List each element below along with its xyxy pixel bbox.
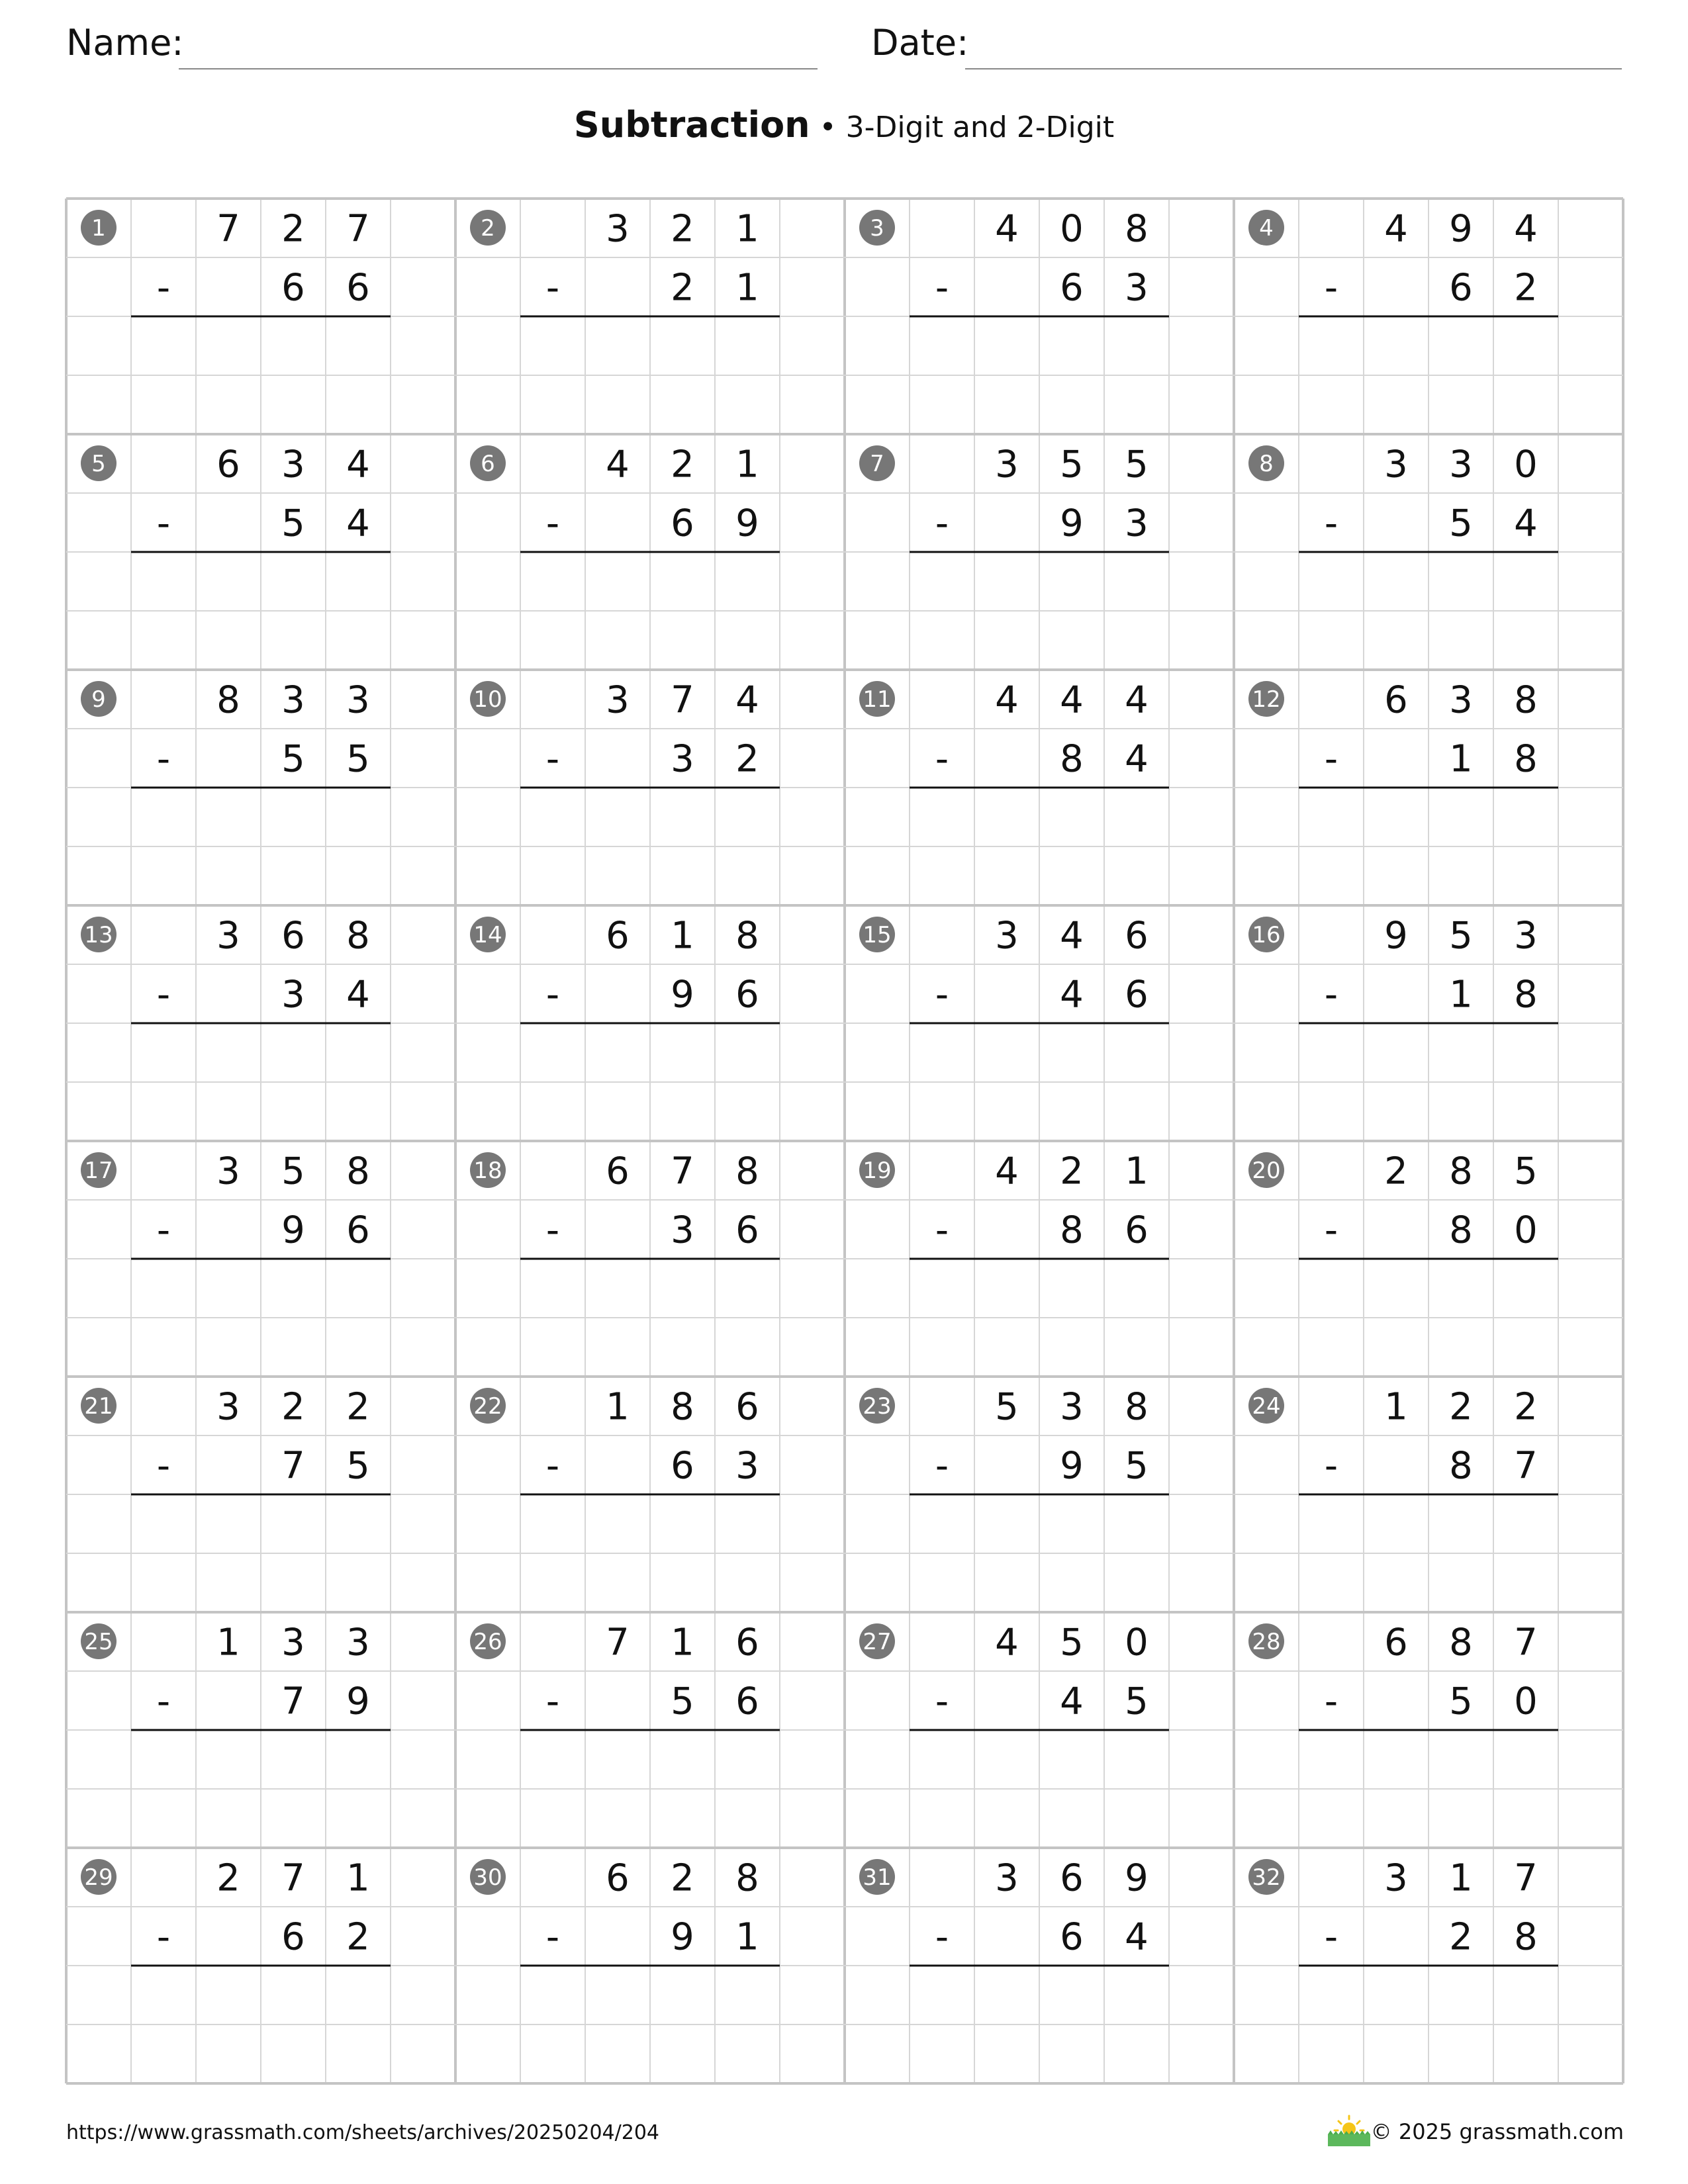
subtrahend-digit: 6	[1060, 266, 1084, 310]
minuend-digit: 6	[216, 443, 240, 486]
minuend-digit: 8	[1449, 1150, 1473, 1193]
problem-number: 21	[84, 1393, 113, 1420]
minuend-digit: 3	[1449, 443, 1473, 486]
minuend-digit: 6	[735, 1385, 759, 1429]
minuend-digit: 4	[995, 678, 1019, 722]
subtrahend-digit: 4	[1060, 973, 1084, 1017]
minuend-digit: 8	[346, 1150, 370, 1193]
minuend-digit: 1	[606, 1385, 630, 1429]
subtrahend-digit: 5	[671, 1680, 694, 1723]
subtrahend-digit: 4	[1125, 1915, 1149, 1959]
problem-number: 6	[481, 451, 495, 477]
minuend-digit: 6	[606, 914, 630, 958]
subtrahend-digit: 9	[1060, 502, 1084, 545]
minuend-digit: 9	[1449, 207, 1473, 251]
subtrahend-digit: 9	[671, 1915, 694, 1959]
problem-number: 5	[91, 451, 106, 477]
subtrahend-digit: 5	[346, 737, 370, 781]
minus-sign: -	[1324, 1915, 1338, 1959]
minuend-digit: 2	[1449, 1385, 1473, 1429]
minus-sign: -	[156, 1444, 171, 1488]
minus-sign: -	[1324, 973, 1338, 1017]
minuend-digit: 1	[735, 207, 759, 251]
subtrahend-digit: 5	[1125, 1444, 1149, 1488]
minuend-digit: 2	[671, 207, 694, 251]
problem-number: 26	[473, 1629, 502, 1655]
subtrahend-digit: 1	[735, 1915, 759, 1959]
subtrahend-digit: 4	[346, 973, 370, 1017]
minus-sign: -	[935, 737, 949, 781]
minuend-digit: 2	[1060, 1150, 1084, 1193]
problem-number: 25	[84, 1629, 113, 1655]
minuend-digit: 7	[216, 207, 240, 251]
minuend-digit: 3	[281, 443, 305, 486]
subtrahend-digit: 9	[281, 1208, 305, 1252]
minuend-digit: 4	[1060, 678, 1084, 722]
subtrahend-digit: 8	[1514, 1915, 1538, 1959]
minus-sign: -	[156, 973, 171, 1017]
subtrahend-digit: 4	[346, 502, 370, 545]
minuend-digit: 4	[1125, 678, 1149, 722]
subtrahend-digit: 6	[346, 1208, 370, 1252]
minus-sign: -	[935, 1680, 949, 1723]
minuend-digit: 7	[281, 1856, 305, 1900]
minuend-digit: 7	[1514, 1856, 1538, 1900]
subtrahend-digit: 6	[1125, 1208, 1149, 1252]
subtrahend-digit: 7	[281, 1444, 305, 1488]
subtrahend-digit: 6	[671, 1444, 694, 1488]
minuend-digit: 4	[735, 678, 759, 722]
subtrahend-digit: 3	[1125, 266, 1149, 310]
minuend-digit: 3	[995, 1856, 1019, 1900]
minuend-digit: 8	[1449, 1621, 1473, 1664]
minus-sign: -	[545, 502, 560, 545]
footer-copyright: © 2025 grassmath.com	[1370, 2119, 1624, 2144]
problem-number: 24	[1252, 1393, 1281, 1420]
minuend-digit: 5	[281, 1150, 305, 1193]
minus-sign: -	[1324, 1680, 1338, 1723]
subtrahend-digit: 8	[1060, 737, 1084, 781]
minuend-digit: 3	[216, 1150, 240, 1193]
minus-sign: -	[1324, 502, 1338, 545]
minuend-digit: 4	[346, 443, 370, 486]
minuend-digit: 5	[1125, 443, 1149, 486]
subtrahend-digit: 8	[1514, 737, 1538, 781]
subtrahend-digit: 4	[1125, 737, 1149, 781]
problem-number: 28	[1252, 1629, 1281, 1655]
problem-number: 23	[863, 1393, 892, 1420]
minuend-digit: 6	[281, 914, 305, 958]
minuend-digit: 8	[216, 678, 240, 722]
minus-sign: -	[156, 737, 171, 781]
subtrahend-digit: 5	[1449, 1680, 1473, 1723]
subtrahend-digit: 5	[281, 502, 305, 545]
title-bullet: •	[819, 111, 837, 144]
subtrahend-digit: 6	[1060, 1915, 1084, 1959]
subtrahend-digit: 5	[1125, 1680, 1149, 1723]
minuend-digit: 7	[671, 1150, 694, 1193]
minus-sign: -	[545, 1444, 560, 1488]
minuend-digit: 6	[606, 1150, 630, 1193]
name-label: Name:	[66, 22, 184, 64]
minus-sign: -	[935, 1444, 949, 1488]
subtrahend-digit: 9	[735, 502, 759, 545]
minuend-digit: 8	[1125, 1385, 1149, 1429]
minuend-digit: 6	[1060, 1856, 1084, 1900]
problem-number: 32	[1252, 1864, 1281, 1891]
subtrahend-digit: 9	[346, 1680, 370, 1723]
minus-sign: -	[1324, 1208, 1338, 1252]
problem-number: 8	[1259, 451, 1274, 477]
problem-number: 1	[91, 215, 106, 242]
problem-number: 31	[863, 1864, 892, 1891]
minuend-digit: 5	[1449, 914, 1473, 958]
minus-sign: -	[545, 973, 560, 1017]
subtrahend-digit: 5	[281, 737, 305, 781]
minuend-digit: 3	[281, 1621, 305, 1664]
subtrahend-digit: 1	[1449, 973, 1473, 1017]
subtrahend-digit: 3	[1125, 502, 1149, 545]
grass-sun-logo-icon	[1325, 2113, 1373, 2148]
minuend-digit: 0	[1514, 443, 1538, 486]
minuend-digit: 7	[671, 678, 694, 722]
minuend-digit: 4	[1514, 207, 1538, 251]
subtrahend-digit: 2	[346, 1915, 370, 1959]
subtrahend-digit: 8	[1449, 1444, 1473, 1488]
subtrahend-digit: 6	[1449, 266, 1473, 310]
minuend-digit: 2	[1384, 1150, 1408, 1193]
minuend-digit: 4	[1384, 207, 1408, 251]
minuend-digit: 2	[216, 1856, 240, 1900]
subtrahend-digit: 6	[346, 266, 370, 310]
minuend-digit: 6	[1125, 914, 1149, 958]
minuend-digit: 9	[1384, 914, 1408, 958]
subtrahend-digit: 3	[281, 973, 305, 1017]
minuend-digit: 1	[216, 1621, 240, 1664]
subtrahend-digit: 5	[1449, 502, 1473, 545]
problem-number: 14	[473, 922, 502, 948]
minus-sign: -	[935, 502, 949, 545]
problem-number: 27	[863, 1629, 892, 1655]
minus-sign: -	[156, 1915, 171, 1959]
minus-sign: -	[545, 1208, 560, 1252]
minus-sign: -	[935, 266, 949, 310]
minuend-digit: 8	[735, 914, 759, 958]
minuend-digit: 1	[346, 1856, 370, 1900]
minus-sign: -	[156, 1208, 171, 1252]
minuend-digit: 3	[1060, 1385, 1084, 1429]
minuend-digit: 4	[995, 1150, 1019, 1193]
subtrahend-digit: 8	[1449, 1208, 1473, 1252]
minuend-digit: 4	[995, 1621, 1019, 1664]
minuend-digit: 4	[1060, 914, 1084, 958]
subtrahend-digit: 2	[1514, 266, 1538, 310]
minuend-digit: 1	[735, 443, 759, 486]
subtrahend-digit: 8	[1514, 973, 1538, 1017]
minuend-digit: 3	[346, 1621, 370, 1664]
minuend-digit: 2	[671, 1856, 694, 1900]
minus-sign: -	[156, 1680, 171, 1723]
problem-number: 3	[870, 215, 884, 242]
subtrahend-digit: 0	[1514, 1680, 1538, 1723]
problem-number: 13	[84, 922, 113, 948]
subtrahend-digit: 6	[281, 1915, 305, 1959]
problem-number: 22	[473, 1393, 502, 1420]
minus-sign: -	[1324, 1444, 1338, 1488]
title-main: Subtraction	[573, 104, 810, 146]
subtrahend-digit: 4	[1514, 502, 1538, 545]
minuend-digit: 1	[1125, 1150, 1149, 1193]
minuend-digit: 3	[1384, 443, 1408, 486]
minuend-digit: 7	[346, 207, 370, 251]
minus-sign: -	[935, 973, 949, 1017]
minuend-digit: 3	[606, 207, 630, 251]
subtrahend-digit: 3	[671, 1208, 694, 1252]
minus-sign: -	[935, 1915, 949, 1959]
subtrahend-digit: 5	[346, 1444, 370, 1488]
minuend-digit: 8	[1514, 678, 1538, 722]
minuend-digit: 4	[995, 207, 1019, 251]
problem-number: 29	[84, 1864, 113, 1891]
subtrahend-digit: 6	[735, 1680, 759, 1723]
minuend-digit: 5	[995, 1385, 1019, 1429]
minuend-digit: 2	[281, 1385, 305, 1429]
minuend-digit: 0	[1125, 1621, 1149, 1664]
problem-number: 16	[1252, 922, 1281, 948]
subtrahend-digit: 1	[735, 266, 759, 310]
subtrahend-digit: 1	[1449, 737, 1473, 781]
minuend-digit: 2	[671, 443, 694, 486]
problem-number: 19	[863, 1158, 892, 1184]
minuend-digit: 7	[606, 1621, 630, 1664]
minuend-digit: 7	[1514, 1621, 1538, 1664]
problem-number: 30	[473, 1864, 502, 1891]
problem-number: 2	[481, 215, 495, 242]
minus-sign: -	[545, 266, 560, 310]
subtrahend-digit: 0	[1514, 1208, 1538, 1252]
minuend-digit: 1	[671, 1621, 694, 1664]
minuend-digit: 8	[346, 914, 370, 958]
footer-url: https://www.grassmath.com/sheets/archives/20250204/204	[66, 2121, 660, 2144]
minuend-digit: 6	[1384, 1621, 1408, 1664]
minuend-digit: 3	[216, 1385, 240, 1429]
problem-number: 15	[863, 922, 892, 948]
minuend-digit: 5	[1060, 443, 1084, 486]
minuend-digit: 6	[735, 1621, 759, 1664]
subtrahend-digit: 6	[671, 502, 694, 545]
problem-number: 17	[84, 1158, 113, 1184]
minuend-digit: 5	[1060, 1621, 1084, 1664]
minuend-digit: 3	[1384, 1856, 1408, 1900]
problem-number: 7	[870, 451, 884, 477]
subtrahend-digit: 4	[1060, 1680, 1084, 1723]
minuend-digit: 8	[671, 1385, 694, 1429]
subtrahend-digit: 7	[281, 1680, 305, 1723]
minuend-digit: 2	[1514, 1385, 1538, 1429]
minuend-digit: 4	[606, 443, 630, 486]
subtrahend-digit: 3	[735, 1444, 759, 1488]
minus-sign: -	[935, 1208, 949, 1252]
subtrahend-digit: 2	[1449, 1915, 1473, 1959]
minuend-digit: 1	[671, 914, 694, 958]
minuend-digit: 3	[995, 914, 1019, 958]
minuend-digit: 3	[216, 914, 240, 958]
subtrahend-digit: 3	[671, 737, 694, 781]
minuend-digit: 1	[1384, 1385, 1408, 1429]
minuend-digit: 6	[606, 1856, 630, 1900]
subtrahend-digit: 6	[735, 1208, 759, 1252]
minus-sign: -	[545, 1915, 560, 1959]
problem-number: 9	[91, 686, 106, 713]
minuend-digit: 5	[1514, 1150, 1538, 1193]
subtrahend-digit: 2	[671, 266, 694, 310]
minuend-digit: 3	[995, 443, 1019, 486]
minuend-digit: 0	[1060, 207, 1084, 251]
minus-sign: -	[156, 502, 171, 545]
minus-sign: -	[545, 1680, 560, 1723]
minuend-digit: 3	[281, 678, 305, 722]
subtrahend-digit: 7	[1514, 1444, 1538, 1488]
subtrahend-digit: 6	[735, 973, 759, 1017]
minuend-digit: 6	[1384, 678, 1408, 722]
minuend-digit: 8	[1125, 207, 1149, 251]
problem-number: 18	[473, 1158, 502, 1184]
minuend-digit: 8	[735, 1150, 759, 1193]
minuend-digit: 3	[606, 678, 630, 722]
minuend-digit: 2	[281, 207, 305, 251]
minus-sign: -	[1324, 737, 1338, 781]
subtrahend-digit: 2	[735, 737, 759, 781]
minus-sign: -	[1324, 266, 1338, 310]
problem-number: 4	[1259, 215, 1274, 242]
subtrahend-digit: 6	[281, 266, 305, 310]
minuend-digit: 8	[735, 1856, 759, 1900]
subtrahend-digit: 6	[1125, 973, 1149, 1017]
minuend-digit: 3	[346, 678, 370, 722]
minuend-digit: 2	[346, 1385, 370, 1429]
subtrahend-digit: 9	[1060, 1444, 1084, 1488]
minus-sign: -	[545, 737, 560, 781]
problem-number: 10	[473, 686, 502, 713]
problem-number: 11	[863, 686, 892, 713]
problem-number: 20	[1252, 1158, 1281, 1184]
minuend-digit: 9	[1125, 1856, 1149, 1900]
title-subtitle: 3-Digit and 2-Digit	[845, 111, 1115, 144]
minuend-digit: 3	[1514, 914, 1538, 958]
minus-sign: -	[156, 266, 171, 310]
subtrahend-digit: 8	[1060, 1208, 1084, 1252]
minuend-digit: 1	[1449, 1856, 1473, 1900]
subtrahend-digit: 9	[671, 973, 694, 1017]
problem-number: 12	[1252, 686, 1281, 713]
minuend-digit: 3	[1449, 678, 1473, 722]
date-label: Date:	[871, 22, 969, 64]
